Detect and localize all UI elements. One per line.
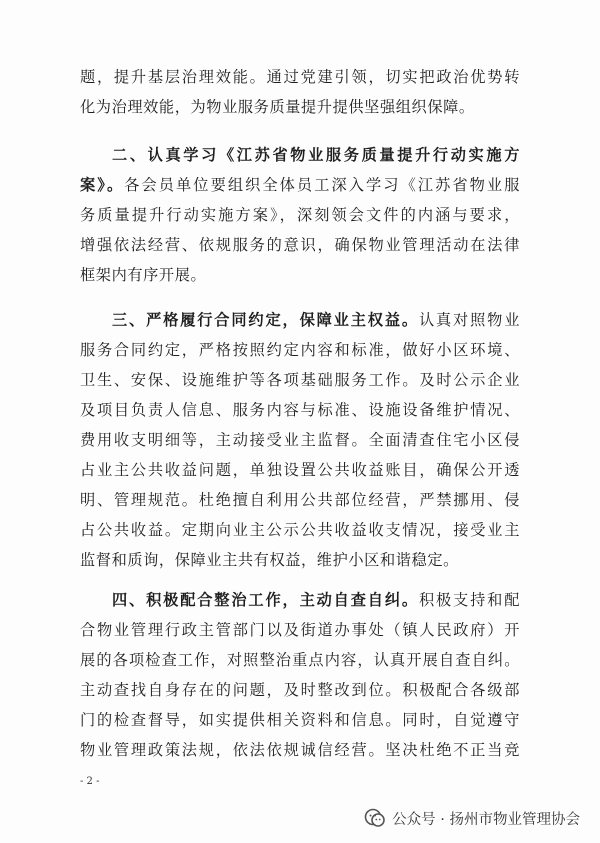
body-text: 合物业管理行政主管部门以及街道办事处（镇人民政府）开 [80, 621, 520, 639]
page-number: - 2 - [80, 776, 100, 787]
text-line [80, 201, 520, 229]
body-text: 务质量提升行动实施方案》，深刻领会文件的内涵与要求， [80, 206, 520, 224]
text-line [80, 546, 520, 574]
watermark-text: 公众号 · 扬州市物业管理协会 [392, 811, 580, 828]
heading-text: 二、认真学习《江苏省物业服务质量提升行动实施方 [112, 146, 520, 164]
body-text: 物业管理政策法规，依法依规诚信经营。坚决杜绝不正当竞 [80, 741, 520, 759]
body-text: 认真对照物业 [418, 311, 520, 329]
body-text: 增强依法经营、依规服务的意识，确保物业管理活动在法律 [80, 236, 520, 254]
text-line [112, 306, 520, 334]
body-text: 明、管理规范。杜绝擅自利用公共部位经营，严禁挪用、侵 [80, 491, 520, 509]
watermark [364, 802, 580, 834]
body-text: 占公共收益。定期向业主公示公共收益收支情况，接受业主 [80, 521, 520, 539]
body-text: 主动查找自身存在的问题，及时整改到位。积极配合各级部 [80, 681, 520, 699]
body-text: 积极支持和配 [418, 591, 520, 609]
text-line [80, 93, 520, 121]
body-text: 展的各项检查工作，对照整治重点内容，认真开展自查自纠。 [80, 651, 520, 669]
text-line [80, 646, 520, 674]
body-text: 服务合同约定，严格按照约定内容和标准，做好小区环境、 [80, 341, 520, 359]
text-line [80, 426, 520, 454]
text-line [80, 676, 520, 704]
text-line [80, 366, 520, 394]
body-text: 监督和质询，保障业主共有权益，维护小区和谐稳定。 [80, 551, 459, 569]
body-text: 卫生、安保、设施维护等各项基础服务工作。及时公示企业 [80, 371, 520, 389]
body-text: 费用收支明细等，主动接受业主监督。全面清查住宅小区侵 [80, 431, 520, 449]
body-text: 门的检查督导，如实提供相关资料和信息。同时，自觉遵守 [80, 711, 520, 729]
text-line [80, 231, 520, 259]
text-line [80, 516, 520, 544]
body-text: 框架内有序开展。 [80, 266, 207, 284]
text-line [80, 706, 520, 734]
heading-text: 案》。 [80, 176, 125, 194]
text-line [80, 336, 520, 364]
body-text: 占业主公共收益问题，单独设置公共收益账目，确保公开透 [80, 461, 520, 479]
heading-text: 四、积极配合整治工作，主动自查自纠。 [112, 591, 419, 609]
body-text: 及项目负责人信息、服务内容与标准、设施设备维护情况、 [80, 401, 520, 419]
text-line [80, 63, 520, 91]
body-text: 题，提升基层治理效能。通过党建引领，切实把政治优势转 [80, 68, 520, 86]
text-line [80, 171, 520, 199]
text-line [112, 586, 520, 614]
wechat-official-account-icon [364, 807, 386, 829]
body-text: 各会员单位要组织全体员工深入学习《江苏省物业服 [124, 176, 520, 194]
text-line [80, 396, 520, 424]
text-line [80, 486, 520, 514]
body-text: 化为治理效能，为物业服务质量提升提供坚强组织保障。 [80, 98, 475, 116]
text-line [80, 456, 520, 484]
text-line [80, 736, 520, 764]
text-line [80, 261, 520, 289]
text-line [80, 616, 520, 644]
heading-text: 三、严格履行合同约定，保障业主权益。 [112, 311, 419, 329]
text-line [112, 141, 520, 169]
